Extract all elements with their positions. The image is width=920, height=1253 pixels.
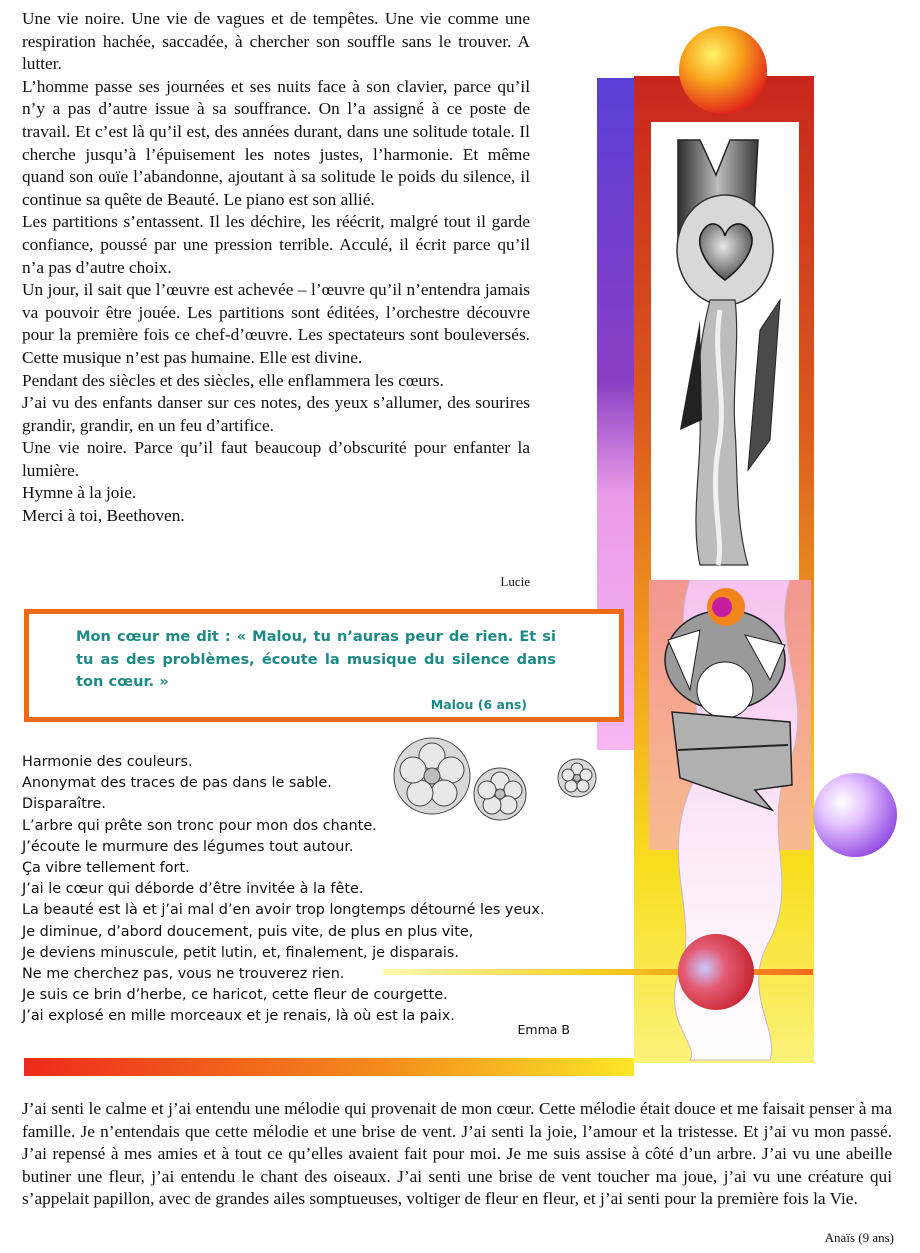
poem-line: Je suis ce brin d’herbe, ce haricot, cette fleur de courgette. — [22, 987, 448, 1004]
violet-sphere-icon — [813, 773, 897, 857]
poem-line: Ça vibre tellement fort. — [22, 860, 190, 877]
poem-line: Harmonie des couleurs. — [22, 754, 193, 770]
lucie-paragraph: Merci à toi, Beethoven. — [22, 506, 185, 526]
emma-author: Emma B — [517, 1022, 570, 1037]
lucie-paragraph: Les partitions s’entassent. Il les déchire, les réécrit, malgré tout il garde confiance, poussé par une pression terrible. Acculé, il écrit parce qu’il n’a pas d’autre choix. — [22, 212, 530, 277]
lucie-paragraph: Hymne à la joie. — [22, 483, 137, 503]
anais-author: Anaïs (9 ans) — [824, 1230, 894, 1245]
poem-line: Disparaître. — [22, 796, 106, 813]
lucie-paragraph: Pendant des siècles et des siècles, elle enflammera les cœurs. — [22, 370, 444, 390]
red-sphere-icon — [678, 934, 754, 1010]
malou-quote: Mon cœur me dit : « Malou, tu n’auras peur de rien. Et si tu as des problèmes, écoute la musique du silence dans ton cœur. » — [76, 628, 556, 690]
poem-line: J’écoute le murmure des légumes tout autour. — [22, 838, 354, 855]
poem-line: Je deviens minuscule, petit lutin, et, finalement, je disparais. — [22, 944, 459, 961]
emma-poem — [22, 752, 582, 1028]
malou-author: Malou (6 ans) — [430, 697, 527, 712]
lucie-paragraph: Un jour, il sait que l’œuvre est achevée – l’œuvre qu’il n’entendra jamais va pouvoir être jouée. Les partitions sont éditées, l’orchestre découvre pour la première fois ce chef-d’œuvre. Les spectateurs sont bouleversés. Cette musique n’est pas humaine. Elle est divine. — [22, 280, 530, 367]
poem-line: Anonymat des traces de pas dans le sable. — [22, 775, 332, 792]
orange-sphere-icon — [679, 26, 767, 114]
pencil-heart-drawing — [651, 122, 799, 580]
anais-text: J’ai senti le calme et j’ai entendu une mélodie qui provenait de mon cœur. Cette mélodie était douce et me faisait penser à ma famille. Je n’entendais que cette mélodie et une brise de vent. J’ai senti la joie, l’amour et la tristesse. Et j’ai vu mon passé. J’ai repensé à mes amies et à tout ce qu’elles avaient fait pour moi. Je me suis assise à côté d’un arbre. J’ai vu une abeille butiner une fleur, j’ai entendu le chant des oiseaux. J’ai senti une brise de vent toucher ma joue, j’ai vu une créature qui s’appelait papillon, avec de grandes ailes somptueuses, voltiger de fleur en fleur, et j’ai senti pour la première fois la Vie. — [22, 1099, 892, 1209]
poem-line: La beauté est là et j’ai mal d’en avoir trop longtemps détourné les yeux. — [22, 902, 545, 919]
lucie-paragraph: Une vie noire. Parce qu’il faut beaucoup d’obscurité pour enfanter la lumière. — [22, 438, 530, 480]
poem-line: L’arbre qui prête son tronc pour mon dos chante. — [22, 817, 377, 834]
lucie-paragraph: L’homme passe ses journées et ses nuits face à son clavier, parce qu’il n’y a pas d’autre issue à sa souffrance. On l’a assigné à ce poste de travail. Et c’est là qu’il est, des années durant, dans une solitude totale. Il cherche jusqu’à l’épuisement les notes justes, l’harmonie. Et même quand son ouïe l’abandonne, ajoutant à sa solitude le poids du silence, il continue sa quête de Beauté. Le piano est son allié. — [22, 76, 530, 209]
poem-line: J’ai explosé en mille morceaux et je renais, là où est la paix. — [22, 1008, 455, 1025]
lucie-paragraph: Une vie noire. Une vie de vagues et de tempêtes. Une vie comme une respiration hachée, saccadée, à chercher son souffle sans le trouver. A lutter. — [22, 9, 530, 74]
lucie-author: Lucie — [500, 574, 530, 589]
poem-line: Ne me cherchez pas, vous ne trouverez rien. — [22, 966, 345, 983]
lucie-text — [22, 8, 530, 528]
poem-line: J’ai le cœur qui déborde d’être invitée à la fête. — [22, 881, 364, 898]
malou-quote-box — [24, 609, 624, 722]
poem-line: Je diminue, d’abord doucement, puis vite, de plus en plus vite, — [22, 923, 474, 940]
lucie-paragraph: J’ai vu des enfants danser sur ces notes, des yeux s’allumer, des sourires grandir, grandir, en un feu d’artifice. — [22, 393, 530, 435]
